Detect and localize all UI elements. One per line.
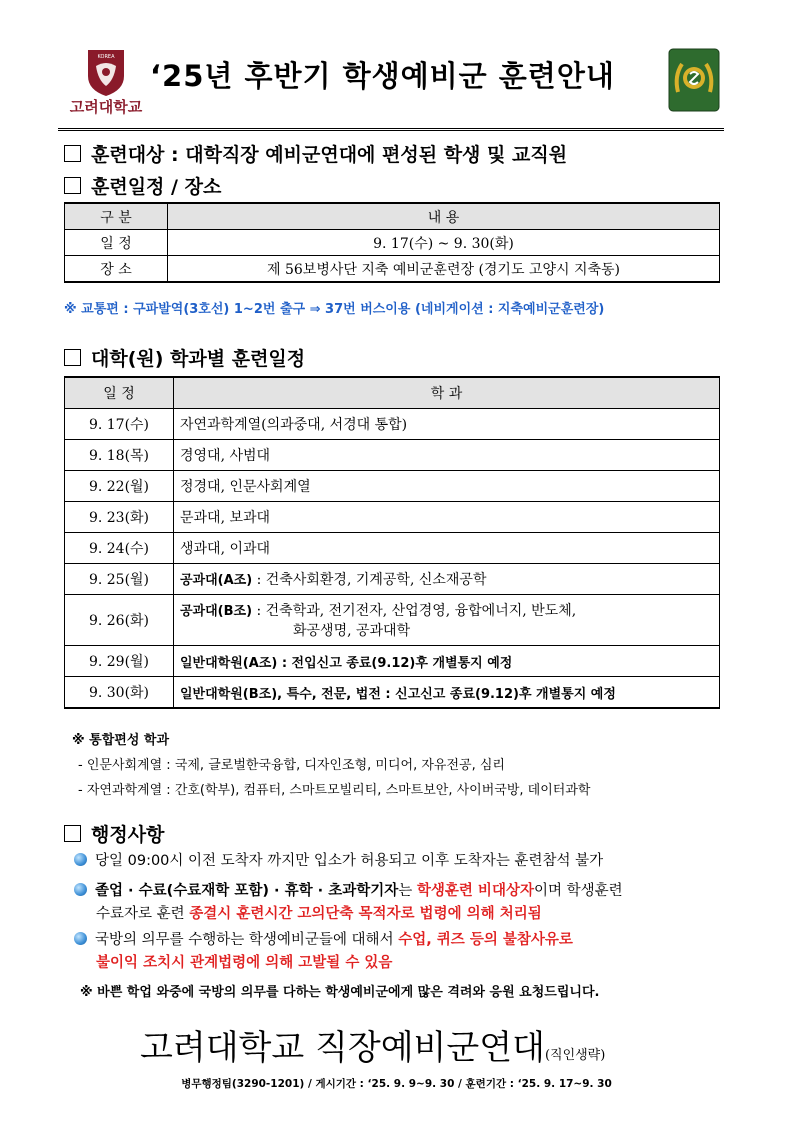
table-row — [65, 595, 720, 646]
row-date: 9. 18(목) — [65, 440, 174, 471]
row-dept: 경영대, 사범대 — [174, 440, 720, 471]
row-dept: 자연과학계열(의과중대, 서경대 통합) — [174, 409, 720, 440]
svg-text:KOREA: KOREA — [97, 54, 115, 60]
schedule-table — [64, 202, 720, 283]
row-dept — [174, 677, 720, 709]
logo-wordmark: 고려대학교 — [69, 98, 143, 116]
table-row — [65, 440, 720, 471]
table-header-row — [65, 377, 720, 409]
col-header-date: 일 정 — [65, 377, 174, 409]
integration-note-humanities: - 인문사회계열 : 국제, 글로벌한국융합, 디자인조형, 미디어, 자유전공, 심리 — [78, 758, 505, 773]
checkbox-square-icon — [64, 145, 81, 162]
row-dept: 정경대, 인문사회계열 — [174, 471, 720, 502]
row-date: 9. 25(월) — [65, 564, 174, 595]
row-date: 9. 29(월) — [65, 646, 174, 677]
footer-info: 병무행정팀(3290-1201) / 게시기간 : ‘25. 9. 9~9. 30 / 훈련기간 : ‘25. 9. 17~9. 30 — [181, 1078, 612, 1090]
row-dept: 문과대, 보과대 — [174, 502, 720, 533]
row-dept-list-cont: 화공생명, 공과대학 — [293, 623, 411, 639]
col-header-dept: 학 과 — [174, 377, 720, 409]
row-dept-group: 일반대학원(B조), 특수, 전문, 법전 : 신고신고 종료(9.12)후 개별통지 예정 — [180, 686, 616, 702]
admin-heading: 행정사항 — [64, 820, 164, 847]
row-dept — [174, 646, 720, 677]
row-date: 9. 30(화) — [65, 677, 174, 709]
checkbox-square-icon — [64, 349, 81, 366]
table-row — [65, 409, 720, 440]
schedule-heading: 훈련일정 / 장소 — [64, 172, 221, 199]
row-label: 장 소 — [65, 256, 168, 283]
row-dept — [174, 564, 720, 595]
row-date: 9. 26(화) — [65, 595, 174, 646]
row-date: 9. 22(월) — [65, 471, 174, 502]
col-header-category: 구 분 — [65, 203, 168, 230]
table-row — [65, 502, 720, 533]
table-row — [65, 256, 720, 283]
row-date: 9. 17(수) — [65, 409, 174, 440]
row-dept: 생과대, 이과대 — [174, 533, 720, 564]
row-dept-group: 공과대(A조) — [180, 573, 253, 588]
row-dept-group: 일반대학원(A조) : 전입신고 종료(9.12)후 개별통지 예정 — [180, 655, 513, 671]
table-row — [65, 230, 720, 256]
row-dept-group: 공과대(B조) — [180, 604, 253, 619]
table-row — [65, 533, 720, 564]
table-header-row — [65, 203, 720, 230]
row-dept — [174, 595, 720, 646]
row-date: 9. 23(화) — [65, 502, 174, 533]
bullet-icon — [74, 932, 87, 945]
admin-item-3: 국방의 의무를 수행하는 학생예비군들에 대해서 수업, 퀴즈 등의 불참사유로 불이익 조치시 관계법령에 의해 고발될 수 있음 — [74, 929, 724, 975]
reserve-forces-emblem-icon — [668, 48, 720, 112]
row-value: 9. 17(수) ~ 9. 30(화) — [168, 230, 720, 256]
footer-organization: 고려대학교 직장예비군연대(직인생략) — [140, 1028, 606, 1068]
row-dept-list: : 건축학과, 전기전자, 산업경영, 융합에너지, 반도체, — [252, 603, 577, 619]
row-date: 9. 24(수) — [65, 533, 174, 564]
table-row — [65, 471, 720, 502]
table-row — [65, 646, 720, 677]
page-title: ‘25년 후반기 학생예비군 훈련안내 — [150, 59, 615, 93]
integration-note-science: - 자연과학계열 : 간호(학부), 컴퓨터, 스마트모빌리티, 스마트보안, 사이버국방, 데이터과학 — [78, 783, 591, 798]
col-header-content: 내 용 — [168, 203, 720, 230]
checkbox-square-icon — [64, 177, 81, 194]
table-row — [65, 564, 720, 595]
dept-heading: 대학(원) 학과별 훈련일정 — [64, 344, 305, 371]
integration-note-title: ※ 통합편성 학과 — [72, 733, 170, 748]
row-label: 일 정 — [65, 230, 168, 256]
table-row — [65, 677, 720, 709]
transport-note: ※ 교통편 : 구파발역(3호선) 1~2번 출구 ⇒ 37번 버스이용 (네비게이션 : 지축예비군훈련장) — [64, 302, 605, 317]
row-value: 제 56보병사단 지축 예비군훈련장 (경기도 고양시 지축동) — [168, 256, 720, 283]
row-dept-list: : 건축사회환경, 기계공학, 신소재공학 — [252, 572, 487, 588]
admin-item-2: 졸업 · 수료(수료재학 포함) · 휴학 · 초과학기자는 학생훈련 비대상자이며 학생훈련 수료자로 훈련 종결시 훈련시간 고의단축 목적자로 법령에 의해 처리됨 — [74, 880, 724, 926]
dept-schedule-table — [64, 376, 720, 709]
target-heading: 훈련대상 : 대학직장 예비군연대에 편성된 학생 및 교직원 — [64, 140, 567, 167]
bullet-icon — [74, 853, 87, 866]
bullet-icon — [74, 883, 87, 896]
closing-note: ※ 바쁜 학업 와중에 국방의 의무를 다하는 학생예비군에게 많은 격려와 응원 요청드립니다. — [80, 985, 600, 1000]
header-divider — [58, 128, 724, 131]
checkbox-square-icon — [64, 825, 81, 842]
admin-item-1: 당일 09:00시 이전 도착자 까지만 입소가 허용되고 이후 도착자는 훈련참석 불가 — [74, 850, 724, 873]
